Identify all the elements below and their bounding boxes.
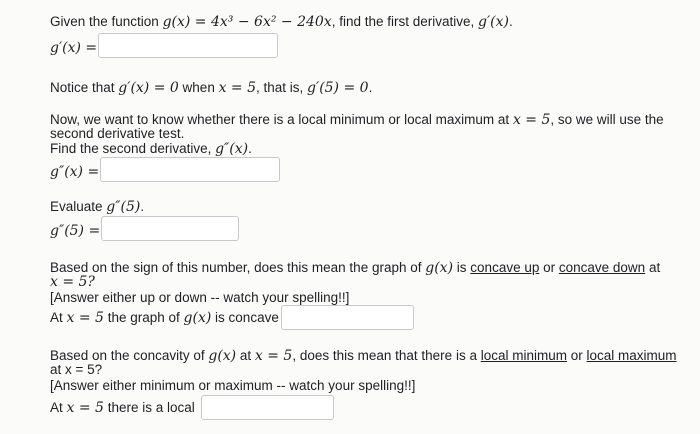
evaluate-input[interactable] bbox=[101, 216, 239, 241]
q3-prompt-text: Evaluate bbox=[50, 199, 107, 214]
q4-answer-g: g(x) bbox=[183, 310, 212, 326]
note-text-1: Notice that bbox=[50, 80, 119, 95]
question-second-derivative bbox=[50, 141, 252, 157]
q5-eq-2: x = 5 bbox=[254, 348, 293, 364]
extremum-hint: [Answer either minimum or maximum -- watch your spelling!!] bbox=[50, 378, 416, 393]
note-derivative-zero bbox=[50, 80, 372, 96]
extremum-input[interactable] bbox=[201, 395, 334, 420]
question-concavity-line1 bbox=[50, 260, 660, 276]
q4-text-4: at bbox=[645, 260, 661, 275]
first-derivative-symbol: g′(x) bbox=[478, 14, 509, 30]
question-evaluate bbox=[50, 199, 144, 215]
concave-down-link[interactable]: concave down bbox=[558, 260, 646, 275]
evaluate-label: g″(5) = bbox=[50, 223, 101, 239]
q5-text-2: at bbox=[236, 348, 255, 363]
q5-answer-text-2: there is a local bbox=[103, 400, 195, 415]
q1-intro-text: Given the function bbox=[50, 14, 163, 29]
q5-eq-1: g(x) bbox=[208, 348, 237, 364]
q4-answer-text-2: the graph of bbox=[103, 310, 184, 325]
local-maximum-link[interactable]: local maximum bbox=[586, 348, 677, 363]
q4-text-3: or bbox=[539, 260, 559, 275]
q2-end-punct: . bbox=[248, 141, 252, 156]
q1-end-punct: . bbox=[508, 14, 513, 29]
question-first-derivative bbox=[50, 14, 513, 30]
concave-up-link[interactable]: concave up bbox=[470, 260, 540, 275]
first-derivative-input[interactable] bbox=[98, 33, 278, 58]
question-extremum-line1 bbox=[50, 348, 677, 364]
second-derivative-symbol: g″(x) bbox=[215, 141, 249, 157]
q4-answer-text-1: At bbox=[50, 310, 67, 325]
now-paragraph-line2: second derivative test. bbox=[50, 126, 185, 141]
second-derivative-label: g″(x) = bbox=[50, 164, 100, 180]
now-eq-1: x = 5 bbox=[512, 112, 551, 128]
q3-end-punct: . bbox=[140, 199, 145, 214]
concavity-input[interactable] bbox=[281, 305, 414, 330]
q5-text-3: , does this mean that there is a bbox=[292, 348, 481, 363]
question-concavity-line2: x = 5? bbox=[50, 274, 95, 290]
note-eq-1: g′(x) = 0 bbox=[118, 80, 179, 96]
q4-answer-text-3: is concave bbox=[211, 310, 279, 325]
q4-text-1: Based on the sign of this number, does this mean the graph of bbox=[50, 260, 426, 275]
q4-text-2: is bbox=[453, 260, 471, 275]
q5-text-1: Based on the concavity of bbox=[50, 348, 209, 363]
concavity-hint: [Answer either up or down -- watch your spelling!!] bbox=[50, 290, 350, 305]
second-derivative-input[interactable] bbox=[100, 157, 280, 182]
note-text-4: . bbox=[368, 80, 373, 95]
local-minimum-link[interactable]: local minimum bbox=[480, 348, 567, 363]
q5-answer-eq: x = 5 bbox=[66, 400, 104, 416]
q1-tail-text: , find the first derivative, bbox=[331, 14, 479, 29]
note-text-2: when bbox=[178, 80, 219, 95]
note-eq-3: g′(5) = 0 bbox=[307, 80, 369, 96]
extremum-answer-line bbox=[50, 400, 195, 416]
q5-answer-text-1: At bbox=[50, 400, 67, 415]
first-derivative-label: g′(x) = bbox=[50, 40, 98, 56]
now-text-1: Now, we want to know whether there is a local minimum or local maximum at bbox=[50, 112, 513, 127]
note-eq-2: x = 5 bbox=[218, 80, 257, 96]
evaluate-expression: g″(5) bbox=[106, 199, 141, 215]
q5-text-4: or bbox=[566, 348, 587, 363]
concavity-answer-line bbox=[50, 310, 279, 326]
note-text-3: , that is, bbox=[256, 80, 308, 95]
question-extremum-line2: at x = 5? bbox=[50, 362, 103, 377]
function-g-expression: g(x) = 4x³ − 6x² − 240x bbox=[162, 14, 332, 30]
q4-answer-eq: x = 5 bbox=[66, 310, 104, 326]
q4-eq-1: g(x) bbox=[425, 260, 454, 276]
now-text-2: , so we will use the bbox=[550, 112, 664, 127]
q2-prompt-text: Find the second derivative, bbox=[50, 141, 216, 156]
